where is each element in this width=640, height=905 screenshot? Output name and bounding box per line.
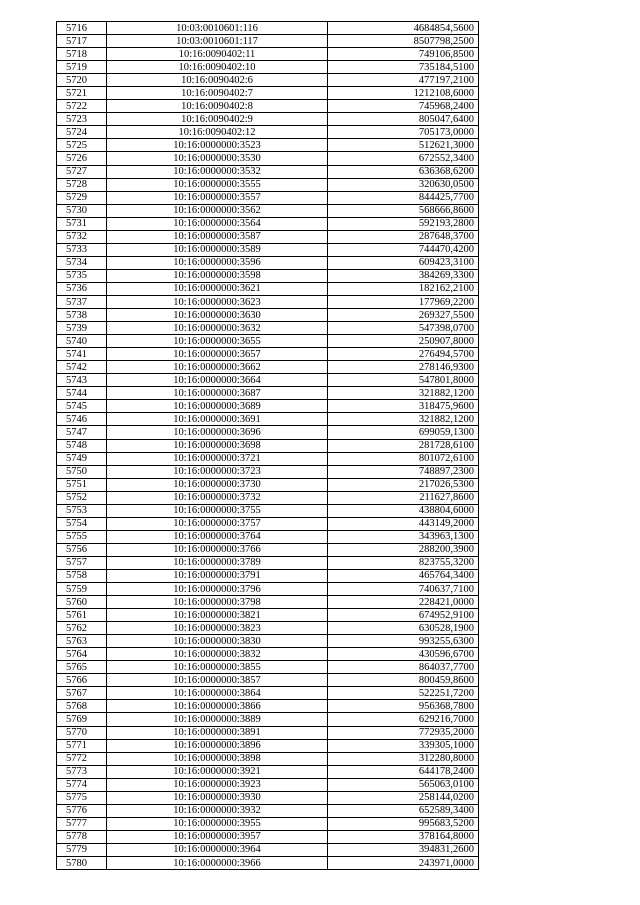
table-row (57, 113, 479, 126)
value-cell: 465764,3400 (328, 569, 479, 582)
row-number: 5729 (57, 191, 107, 204)
value-cell: 378164,8000 (328, 830, 479, 843)
row-number: 5744 (57, 387, 107, 400)
cadastral-number: 10:16:0000000:3698 (107, 439, 328, 452)
row-number: 5728 (57, 178, 107, 191)
cadastral-number: 10:16:0090402:6 (107, 74, 328, 87)
row-number: 5769 (57, 713, 107, 726)
data-table (56, 21, 479, 870)
value-cell: 1212108,6000 (328, 87, 479, 100)
value-cell: 443149,2000 (328, 517, 479, 530)
cadastral-number: 10:16:0000000:3898 (107, 752, 328, 765)
value-cell: 592193,2800 (328, 217, 479, 230)
row-number: 5720 (57, 74, 107, 87)
value-cell: 609423,3100 (328, 256, 479, 269)
table-row (57, 700, 479, 713)
row-number: 5771 (57, 739, 107, 752)
table-row (57, 791, 479, 804)
value-cell: 258144,0200 (328, 791, 479, 804)
table-row (57, 778, 479, 791)
cadastral-number: 10:16:0000000:3532 (107, 165, 328, 178)
cadastral-number: 10:16:0090402:11 (107, 48, 328, 61)
cadastral-number: 10:16:0000000:3757 (107, 517, 328, 530)
value-cell: 312280,8000 (328, 752, 479, 765)
cadastral-number: 10:16:0000000:3921 (107, 765, 328, 778)
row-number: 5767 (57, 687, 107, 700)
value-cell: 993255,6300 (328, 635, 479, 648)
table-row (57, 674, 479, 687)
value-cell: 636368,6200 (328, 165, 479, 178)
cadastral-number: 10:03:0010601:117 (107, 35, 328, 48)
table-row (57, 295, 479, 308)
table-row (57, 74, 479, 87)
row-number: 5772 (57, 752, 107, 765)
cadastral-number: 10:16:0000000:3857 (107, 674, 328, 687)
row-number: 5748 (57, 439, 107, 452)
table-row (57, 648, 479, 661)
table-row (57, 713, 479, 726)
table-row (57, 569, 479, 582)
value-cell: 288200,3900 (328, 543, 479, 556)
cadastral-number: 10:16:0000000:3687 (107, 387, 328, 400)
value-cell: 287648,3700 (328, 230, 479, 243)
table-row (57, 726, 479, 739)
cadastral-number: 10:16:0000000:3823 (107, 622, 328, 635)
value-cell: 281728,6100 (328, 439, 479, 452)
row-number: 5759 (57, 583, 107, 596)
table-row (57, 635, 479, 648)
row-number: 5726 (57, 152, 107, 165)
row-number: 5743 (57, 374, 107, 387)
table-row (57, 804, 479, 817)
value-cell: 630528,1900 (328, 622, 479, 635)
row-number: 5747 (57, 426, 107, 439)
table-row (57, 269, 479, 282)
value-cell: 4684854,5600 (328, 22, 479, 35)
row-number: 5755 (57, 530, 107, 543)
value-cell: 547801,8000 (328, 374, 479, 387)
value-cell: 343963,1300 (328, 530, 479, 543)
value-cell: 182162,2100 (328, 282, 479, 295)
cadastral-number: 10:16:0000000:3564 (107, 217, 328, 230)
cadastral-number: 10:16:0000000:3923 (107, 778, 328, 791)
cadastral-number: 10:16:0000000:3596 (107, 256, 328, 269)
row-number: 5716 (57, 22, 107, 35)
row-number: 5731 (57, 217, 107, 230)
table-row (57, 517, 479, 530)
cadastral-number: 10:16:0000000:3766 (107, 543, 328, 556)
table-row (57, 256, 479, 269)
row-number: 5736 (57, 282, 107, 295)
row-number: 5742 (57, 361, 107, 374)
table-row (57, 191, 479, 204)
cadastral-number: 10:16:0000000:3832 (107, 648, 328, 661)
cadastral-number: 10:16:0000000:3755 (107, 504, 328, 517)
value-cell: 177969,2200 (328, 295, 479, 308)
table-row (57, 857, 479, 870)
table-row (57, 230, 479, 243)
cadastral-number: 10:16:0000000:3891 (107, 726, 328, 739)
cadastral-number: 10:03:0010601:116 (107, 22, 328, 35)
value-cell: 211627,8600 (328, 491, 479, 504)
row-number: 5732 (57, 230, 107, 243)
value-cell: 823755,3200 (328, 556, 479, 569)
row-number: 5718 (57, 48, 107, 61)
value-cell: 864037,7700 (328, 661, 479, 674)
row-number: 5725 (57, 139, 107, 152)
value-cell: 800459,8600 (328, 674, 479, 687)
table-row (57, 452, 479, 465)
table-row (57, 491, 479, 504)
value-cell: 394831,2600 (328, 843, 479, 856)
row-number: 5741 (57, 348, 107, 361)
row-number: 5749 (57, 452, 107, 465)
row-number: 5764 (57, 648, 107, 661)
table-row (57, 830, 479, 843)
cadastral-number: 10:16:0000000:3864 (107, 687, 328, 700)
table-row (57, 843, 479, 856)
row-number: 5762 (57, 622, 107, 635)
table-row (57, 178, 479, 191)
cadastral-number: 10:16:0000000:3932 (107, 804, 328, 817)
row-number: 5774 (57, 778, 107, 791)
table-row (57, 478, 479, 491)
table-row (57, 361, 479, 374)
table-row (57, 739, 479, 752)
row-number: 5735 (57, 269, 107, 282)
cadastral-number: 10:16:0000000:3530 (107, 152, 328, 165)
row-number: 5754 (57, 517, 107, 530)
row-number: 5738 (57, 309, 107, 322)
cadastral-number: 10:16:0000000:3655 (107, 335, 328, 348)
row-number: 5773 (57, 765, 107, 778)
table-row (57, 335, 479, 348)
table-row (57, 504, 479, 517)
cadastral-number: 10:16:0000000:3689 (107, 400, 328, 413)
cadastral-number: 10:16:0000000:3855 (107, 661, 328, 674)
row-number: 5776 (57, 804, 107, 817)
row-number: 5753 (57, 504, 107, 517)
cadastral-number: 10:16:0090402:8 (107, 100, 328, 113)
value-cell: 565063,0100 (328, 778, 479, 791)
cadastral-number: 10:16:0000000:3598 (107, 269, 328, 282)
table-row (57, 100, 479, 113)
cadastral-number: 10:16:0000000:3964 (107, 843, 328, 856)
row-number: 5745 (57, 400, 107, 413)
cadastral-number: 10:16:0000000:3523 (107, 139, 328, 152)
table-row (57, 165, 479, 178)
value-cell: 844425,7700 (328, 191, 479, 204)
table-row (57, 426, 479, 439)
row-number: 5757 (57, 556, 107, 569)
row-number: 5730 (57, 204, 107, 217)
row-number: 5775 (57, 791, 107, 804)
value-cell: 477197,2100 (328, 74, 479, 87)
cadastral-number: 10:16:0000000:3930 (107, 791, 328, 804)
cadastral-number: 10:16:0000000:3764 (107, 530, 328, 543)
cadastral-number: 10:16:0000000:3721 (107, 452, 328, 465)
table-row (57, 583, 479, 596)
cadastral-number: 10:16:0000000:3691 (107, 413, 328, 426)
cadastral-number: 10:16:0000000:3821 (107, 609, 328, 622)
table-row (57, 387, 479, 400)
value-cell: 672552,3400 (328, 152, 479, 165)
value-cell: 699059,1300 (328, 426, 479, 439)
cadastral-number: 10:16:0000000:3562 (107, 204, 328, 217)
row-number: 5737 (57, 295, 107, 308)
table-row (57, 217, 479, 230)
cadastral-number: 10:16:0000000:3623 (107, 295, 328, 308)
row-number: 5768 (57, 700, 107, 713)
cadastral-number: 10:16:0000000:3866 (107, 700, 328, 713)
table-row (57, 530, 479, 543)
value-cell: 318475,9600 (328, 400, 479, 413)
table-row (57, 752, 479, 765)
value-cell: 568666,8600 (328, 204, 479, 217)
table-row (57, 543, 479, 556)
value-cell: 644178,2400 (328, 765, 479, 778)
value-cell: 749106,8500 (328, 48, 479, 61)
value-cell: 744470,4200 (328, 243, 479, 256)
cadastral-number: 10:16:0000000:3555 (107, 178, 328, 191)
row-number: 5734 (57, 256, 107, 269)
value-cell: 384269,3300 (328, 269, 479, 282)
row-number: 5724 (57, 126, 107, 139)
value-cell: 8507798,2500 (328, 35, 479, 48)
cadastral-number: 10:16:0090402:9 (107, 113, 328, 126)
value-cell: 629216,7000 (328, 713, 479, 726)
value-cell: 320630,0500 (328, 178, 479, 191)
row-number: 5752 (57, 491, 107, 504)
table-row (57, 374, 479, 387)
row-number: 5733 (57, 243, 107, 256)
row-number: 5739 (57, 322, 107, 335)
row-number: 5763 (57, 635, 107, 648)
table-row (57, 139, 479, 152)
value-cell: 269327,5500 (328, 309, 479, 322)
table-row (57, 465, 479, 478)
table-row (57, 282, 479, 295)
value-cell: 438804,6000 (328, 504, 479, 517)
value-cell: 276494,5700 (328, 348, 479, 361)
table-row (57, 661, 479, 674)
row-number: 5740 (57, 335, 107, 348)
row-number: 5770 (57, 726, 107, 739)
row-number: 5766 (57, 674, 107, 687)
table-row (57, 817, 479, 830)
row-number: 5779 (57, 843, 107, 856)
value-cell: 228421,0000 (328, 596, 479, 609)
table-row (57, 309, 479, 322)
cadastral-number: 10:16:0000000:3796 (107, 583, 328, 596)
row-number: 5717 (57, 35, 107, 48)
table-row (57, 622, 479, 635)
table-row (57, 22, 479, 35)
row-number: 5750 (57, 465, 107, 478)
table-row (57, 87, 479, 100)
table-row (57, 348, 479, 361)
value-cell: 735184,5100 (328, 61, 479, 74)
table-row (57, 687, 479, 700)
value-cell: 748897,2300 (328, 465, 479, 478)
value-cell: 522251,7200 (328, 687, 479, 700)
row-number: 5746 (57, 413, 107, 426)
row-number: 5778 (57, 830, 107, 843)
row-number: 5777 (57, 817, 107, 830)
cadastral-number: 10:16:0000000:3557 (107, 191, 328, 204)
row-number: 5765 (57, 661, 107, 674)
value-cell: 740637,7100 (328, 583, 479, 596)
cadastral-number: 10:16:0000000:3696 (107, 426, 328, 439)
row-number: 5723 (57, 113, 107, 126)
cadastral-number: 10:16:0000000:3957 (107, 830, 328, 843)
value-cell: 339305,1000 (328, 739, 479, 752)
cadastral-number: 10:16:0000000:3587 (107, 230, 328, 243)
row-number: 5760 (57, 596, 107, 609)
cadastral-number: 10:16:0000000:3723 (107, 465, 328, 478)
row-number: 5751 (57, 478, 107, 491)
cadastral-number: 10:16:0090402:12 (107, 126, 328, 139)
value-cell: 321882,1200 (328, 413, 479, 426)
value-cell: 278146,9300 (328, 361, 479, 374)
table-row (57, 152, 479, 165)
table-row (57, 556, 479, 569)
cadastral-number: 10:16:0000000:3889 (107, 713, 328, 726)
table-row (57, 596, 479, 609)
row-number: 5721 (57, 87, 107, 100)
cadastral-number: 10:16:0000000:3966 (107, 857, 328, 870)
cadastral-number: 10:16:0000000:3955 (107, 817, 328, 830)
row-number: 5719 (57, 61, 107, 74)
cadastral-number: 10:16:0000000:3657 (107, 348, 328, 361)
table-row (57, 61, 479, 74)
cadastral-number: 10:16:0000000:3732 (107, 491, 328, 504)
cadastral-number: 10:16:0000000:3662 (107, 361, 328, 374)
value-cell: 705173,0000 (328, 126, 479, 139)
row-number: 5780 (57, 857, 107, 870)
cadastral-number: 10:16:0000000:3730 (107, 478, 328, 491)
value-cell: 801072,6100 (328, 452, 479, 465)
value-cell: 512621,3000 (328, 139, 479, 152)
value-cell: 321882,1200 (328, 387, 479, 400)
table-row (57, 439, 479, 452)
cadastral-number: 10:16:0000000:3798 (107, 596, 328, 609)
value-cell: 674952,9100 (328, 609, 479, 622)
row-number: 5722 (57, 100, 107, 113)
table-row (57, 243, 479, 256)
cadastral-number: 10:16:0000000:3630 (107, 309, 328, 322)
cadastral-number: 10:16:0090402:10 (107, 61, 328, 74)
cadastral-number: 10:16:0000000:3896 (107, 739, 328, 752)
cadastral-number: 10:16:0000000:3589 (107, 243, 328, 256)
value-cell: 995683,5200 (328, 817, 479, 830)
value-cell: 243971,0000 (328, 857, 479, 870)
table-row (57, 322, 479, 335)
cadastral-number: 10:16:0000000:3791 (107, 569, 328, 582)
table-row (57, 48, 479, 61)
value-cell: 745968,2400 (328, 100, 479, 113)
cadastral-number: 10:16:0090402:7 (107, 87, 328, 100)
row-number: 5727 (57, 165, 107, 178)
table-row (57, 609, 479, 622)
value-cell: 430596,6700 (328, 648, 479, 661)
table-body (57, 22, 479, 870)
table-row (57, 400, 479, 413)
value-cell: 547398,0700 (328, 322, 479, 335)
table-row (57, 126, 479, 139)
value-cell: 956368,7800 (328, 700, 479, 713)
cadastral-number: 10:16:0000000:3830 (107, 635, 328, 648)
row-number: 5761 (57, 609, 107, 622)
value-cell: 217026,5300 (328, 478, 479, 491)
cadastral-number: 10:16:0000000:3632 (107, 322, 328, 335)
table-row (57, 765, 479, 778)
cadastral-number: 10:16:0000000:3621 (107, 282, 328, 295)
value-cell: 805047,6400 (328, 113, 479, 126)
cadastral-number: 10:16:0000000:3664 (107, 374, 328, 387)
cadastral-number: 10:16:0000000:3789 (107, 556, 328, 569)
row-number: 5756 (57, 543, 107, 556)
table-row (57, 204, 479, 217)
value-cell: 250907,8000 (328, 335, 479, 348)
table-row (57, 413, 479, 426)
row-number: 5758 (57, 569, 107, 582)
table-row (57, 35, 479, 48)
value-cell: 772935,2000 (328, 726, 479, 739)
value-cell: 652589,3400 (328, 804, 479, 817)
